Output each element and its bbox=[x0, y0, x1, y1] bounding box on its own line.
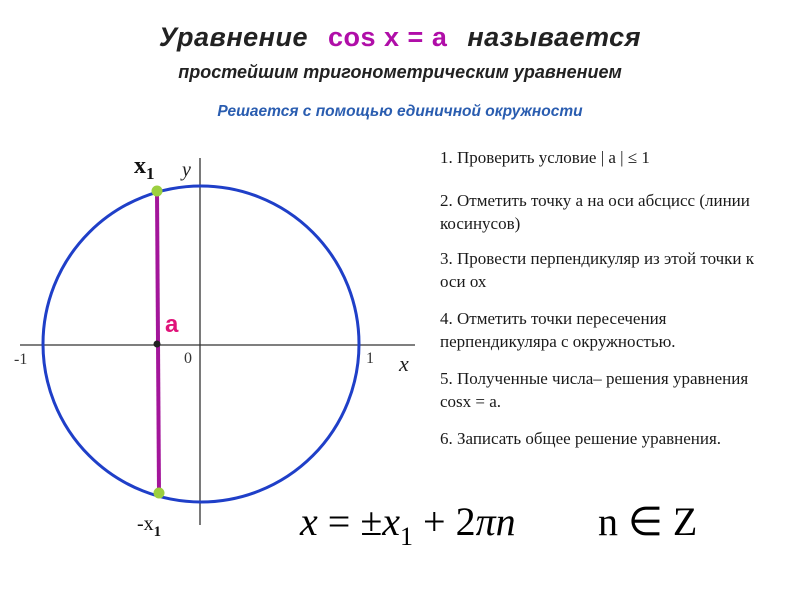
step-6: 6. Записать общее решение уравнения. bbox=[440, 429, 722, 448]
method-caption: Решается с помощью единичной окружности bbox=[217, 103, 583, 120]
step-2: 2. Отметить точку a на оси абсцисс (линии косинусов) bbox=[440, 191, 750, 233]
formula-x1-sub: 1 bbox=[400, 522, 414, 551]
x-axis-label: x bbox=[399, 351, 409, 376]
formula-eq: = ± bbox=[317, 499, 383, 544]
formula-set: n ∈ Z bbox=[598, 499, 698, 544]
formula-n: n bbox=[495, 499, 516, 544]
step-1: 1. Проверить условие | a | ≤ 1 bbox=[440, 148, 650, 167]
step-5: 5. Полученные числа– решения уравнения cosx = a. bbox=[440, 369, 749, 411]
step-4: 4. Отметить точки пересечения перпендикуляра с окружностью. bbox=[440, 309, 676, 351]
tick-label-zero: 0 bbox=[184, 350, 192, 367]
title-equation: cos x = a bbox=[328, 22, 448, 52]
formula-plus: + 2 bbox=[413, 499, 476, 544]
point-a bbox=[154, 341, 161, 348]
general-solution-formula bbox=[300, 498, 698, 552]
formula-x: x bbox=[300, 499, 318, 544]
formula-pi: π bbox=[475, 499, 496, 544]
point-a-label: a bbox=[165, 311, 179, 338]
title-prefix: Уравнение bbox=[158, 22, 308, 52]
tick-label-one: 1 bbox=[366, 350, 374, 367]
title-suffix: называется bbox=[467, 22, 642, 52]
x1-bottom-label: $-x_1$ bbox=[137, 513, 162, 540]
intersection-point-top bbox=[152, 186, 163, 197]
step-3: 3. Провести перпендикуляр из этой точки к оси ох bbox=[440, 249, 755, 291]
formula-x1: x bbox=[382, 499, 401, 544]
tick-label-minus-one: -1 bbox=[14, 351, 28, 368]
intersection-point-bottom bbox=[154, 488, 165, 499]
page-subtitle: простейшим тригонометрическим уравнением bbox=[178, 62, 622, 82]
x1-top-label: $x_1$ bbox=[134, 153, 155, 183]
unit-circle bbox=[43, 186, 359, 502]
y-axis-label: y bbox=[182, 159, 191, 181]
